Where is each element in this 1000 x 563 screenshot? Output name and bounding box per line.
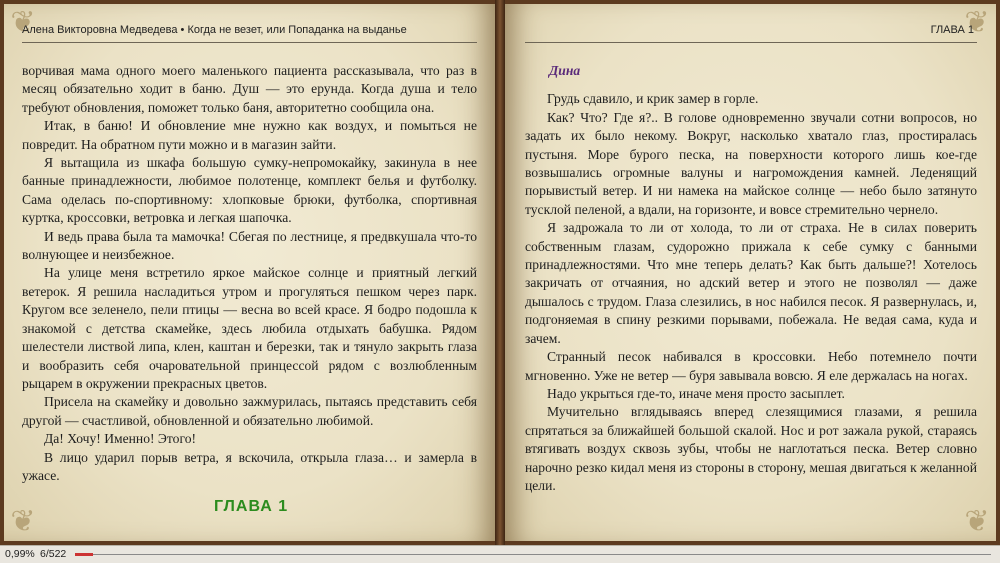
paragraph: Да! Хочу! Именно! Этого! [44,431,197,447]
corner-ornament-icon: ❦ [10,505,36,538]
header-separator: • [180,24,185,36]
paragraph: На улице меня встретило яркое майское солнце и приятный легкий ветерок. Я решила насладиться утром и прогуляться пешком через парк. Кругом все зеленело, пели птицы — весна во всей красе. Я бодро подошла к знакомой с детства скамейке, здесь любила отдыхать бабушка. Рядом шелестели листвой липа, клен, каштан и березки, так и тянуло закрыть глаза и вообразить себя очаровательной принцессой рядом с возлюбленным рыцарем в окружении прекрасных цветов. [22,265,477,391]
paragraph: И ведь права была та мамочка! Сбегая по лестнице, я предвкушала что-то волнующее и неизбежное. [22,228,477,263]
paragraph: Я задрожала то ли от холода, то ли от страха. Не в силах поверить собственным глазам, судорожно прижала к себе сумку с банными принадлежностями. Что мне теперь делать? Как быть дальше?! Хотелось закричать от отчаяния, но адский ветер и этого не позволял — даже дышалось с трудом. Глаза слезились, в нос набился песок. Я развернулась, и, подгоняемая в спину резкими порывами, побежала. Не ведая сама, куда и зачем. [525,220,977,346]
paragraph: Я вытащила из шкафа большую сумку-непромокайку, закинула в нее банные принадлежности, любимое полотенце, комплект белья и футболку. Сама оделась по-спортивному: хлопковые брюки, футболка, спортивная куртка, кроссовки, ветровка и легкая шапочка. [22,155,477,226]
book-author: Алена Викторовна Медведева [22,24,178,36]
running-header-right [931,24,974,36]
paragraph: Итак, в баню! И обновление мне нужно как воздух, и помыться не повредит. На обратном пути можно и в магазин зайти. [22,118,477,152]
paragraph: Надо укрыться где-то, иначе меня просто засыплет. [547,385,845,401]
left-page-text [22,62,477,485]
chapter-heading: ГЛАВА 1 [214,498,289,515]
running-header-left [22,24,407,36]
page-counter: 6/522 [40,548,67,560]
book-title: Когда не везет, или Попаданка на выданье [187,24,407,36]
left-page[interactable] [4,4,495,541]
status-bar [0,545,1000,563]
paragraph: Странный песок набивался в кроссовки. Небо потемнело почти мгновенно. Уже не ветер — буря завывала вовсю. Я еле держалась на ногах. [525,349,977,383]
corner-ornament-icon: ❦ [964,505,990,538]
corner-ornament-icon: ❦ [10,6,36,39]
character-name: Дина [549,63,581,78]
right-page-text [525,62,977,495]
corner-ornament-icon: ❦ [964,6,990,39]
paragraph: Мучительно вглядываясь вперед слезящимися глазами, я решила спрятаться за ближайшей большой скалой. Нос и рот зажала рукой, стараясь втягивать воздух сквозь зубы, чтобы не наглотаться песка. Ветер словно нарочно резко кидал меня из стороны в сторону, мешая двигаться к желанной цели. [525,404,977,493]
book-spine [495,0,505,545]
chapter-label: ГЛАВА 1 [930,24,974,36]
paragraph: Грудь сдавило, и крик замер в горле. [547,91,759,107]
progress-percent: 0,99% [5,548,35,560]
paragraph: ворчивая мама одного моего маленького пациента рассказывала, что раз в месяц обязательно ходит в баню. Душ — это ерунда. Когда душа и тело требуют обновления, поможет только баня, авторитетно сообщила она. [22,63,477,115]
right-page[interactable] [505,4,996,541]
paragraph: В лицо ударил порыв ветра, я вскочила, открыла глаза… и замерла в ужасе. [22,449,477,483]
header-divider [525,42,977,43]
progress-fill [75,553,93,556]
paragraph: Присела на скамейку и довольно зажмурилась, пытаясь представить себя другой — счастливой, обновленной и обязательно любимой. [22,394,477,428]
progress-track[interactable] [75,554,991,555]
header-divider [22,42,477,43]
paragraph: Как? Что? Где я?.. В голове одновременно звучали сотни вопросов, но задать их было некому. Вокруг, насколько хватало глаз, простиралась пустыня. Море бурого песка, на поверхности которого лишь кое-где возвышались огромные валуны и нагромождения камней. Леденящий порывистый ветер. И ни намека на майское солнце — небо было затянуто тусклой пеленой, а вдали, на горизонте, и вовсе стремительно чернело. [525,109,977,217]
